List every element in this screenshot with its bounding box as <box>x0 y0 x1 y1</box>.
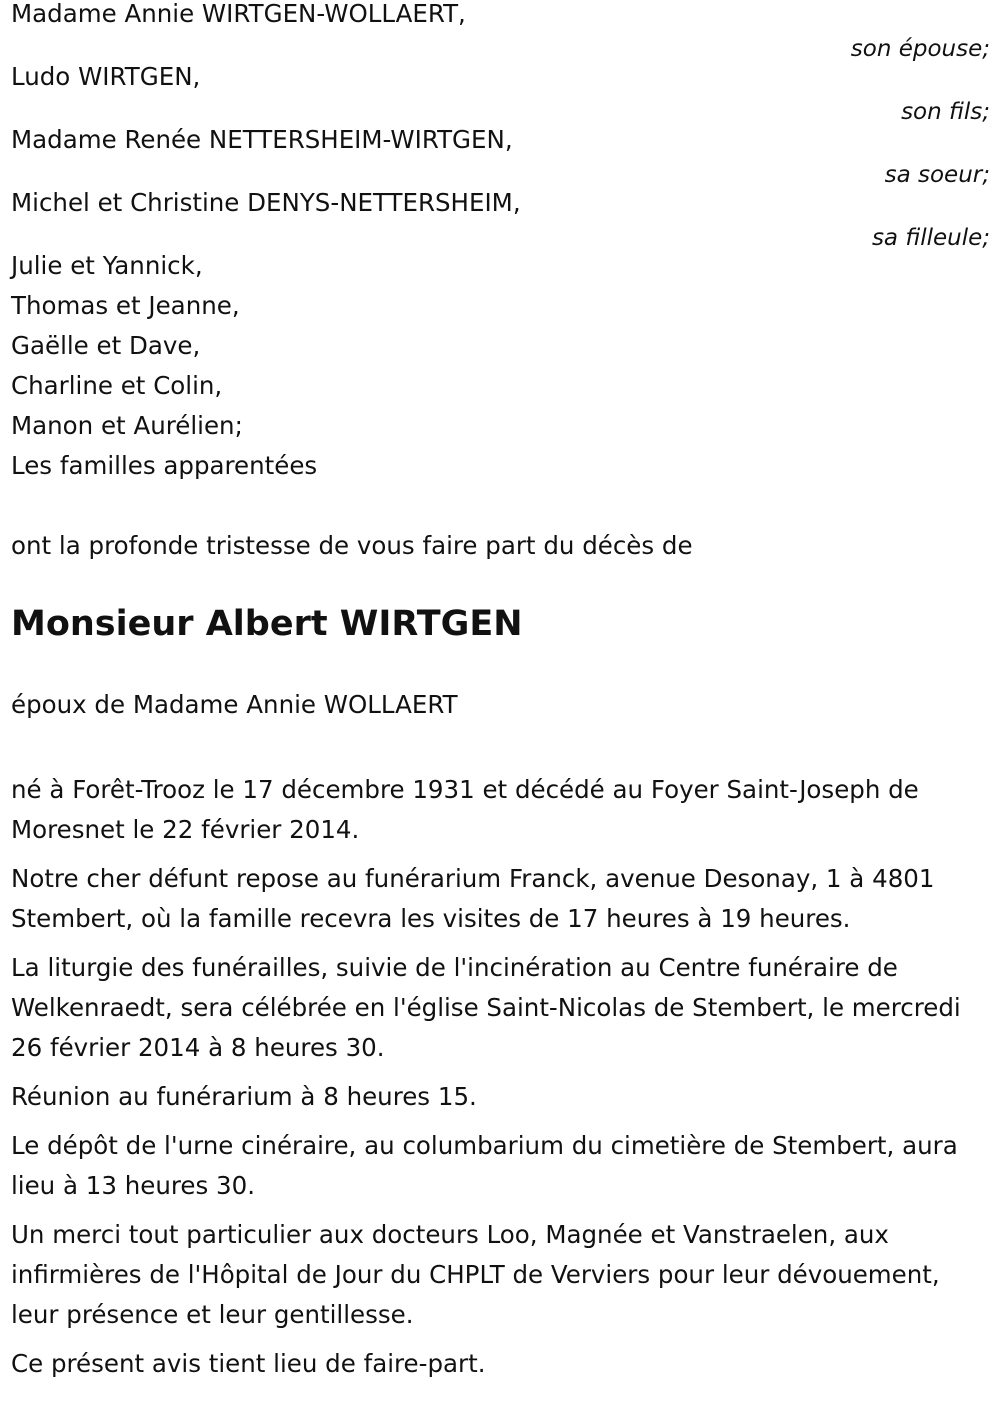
urn-paragraph: Le dépôt de l'urne cinéraire, au columbarium du cimetière de Stembert, aura lieu à 13 heures 30. <box>11 1131 958 1200</box>
family-member-name: Madame Renée NETTERSHEIM-WIRTGEN, <box>11 125 513 154</box>
family-member-relation: sa soeur; <box>884 162 990 188</box>
meeting-paragraph: Réunion au funérarium à 8 heures 15. <box>11 1082 477 1111</box>
announcement-text: ont la profonde tristesse de vous faire part du décès de <box>11 531 693 560</box>
list-item: Julie et Yannick, <box>11 251 203 280</box>
family-member <box>11 189 990 252</box>
family-member <box>11 0 990 63</box>
family-member-name: Michel et Christine DENYS-NETTERSHEIM, <box>11 188 521 217</box>
family-member-relation: son épouse; <box>850 36 990 62</box>
birth-death-paragraph: né à Forêt-Trooz le 17 décembre 1931 et décédé au Foyer Saint-Joseph de Moresnet le 22 février 2014. <box>11 775 919 844</box>
list-item: Manon et Aurélien; <box>11 411 243 440</box>
deceased-name: Monsieur Albert WIRTGEN <box>11 604 523 644</box>
list-item: Charline et Colin, <box>11 371 223 400</box>
closing-paragraph: Ce présent avis tient lieu de faire-part. <box>11 1349 486 1378</box>
spouse-line: époux de Madame Annie WOLLAERT <box>11 690 458 719</box>
family-member-name: Ludo WIRTGEN, <box>11 62 201 91</box>
family-member <box>11 126 990 189</box>
thanks-paragraph: Un merci tout particulier aux docteurs Loo, Magnée et Vanstraelen, aux infirmières de l'Hôpital de Jour du CHPLT de Verviers pour leur dévouement, leur présence et leur gentillesse. <box>11 1220 940 1329</box>
family-member <box>11 63 990 126</box>
liturgy-paragraph: La liturgie des funérailles, suivie de l'incinération au Centre funéraire de Welkenraedt, sera célébrée en l'église Saint-Nicolas de Stembert, le mercredi 26 février 2014 à 8 heures 30. <box>11 953 961 1062</box>
grandchildren-list <box>11 246 990 486</box>
list-item: Thomas et Jeanne, <box>11 291 240 320</box>
family-member-relation: sa filleule; <box>871 225 990 251</box>
family-member-relation: son fils; <box>901 99 990 125</box>
list-item: Les familles apparentées <box>11 451 318 480</box>
family-member-name: Madame Annie WIRTGEN-WOLLAERT, <box>11 0 466 28</box>
viewing-paragraph: Notre cher défunt repose au funérarium Franck, avenue Desonay, 1 à 4801 Stembert, où la famille recevra les visites de 17 heures à 19 heures. <box>11 864 935 933</box>
list-item: Gaëlle et Dave, <box>11 331 201 360</box>
